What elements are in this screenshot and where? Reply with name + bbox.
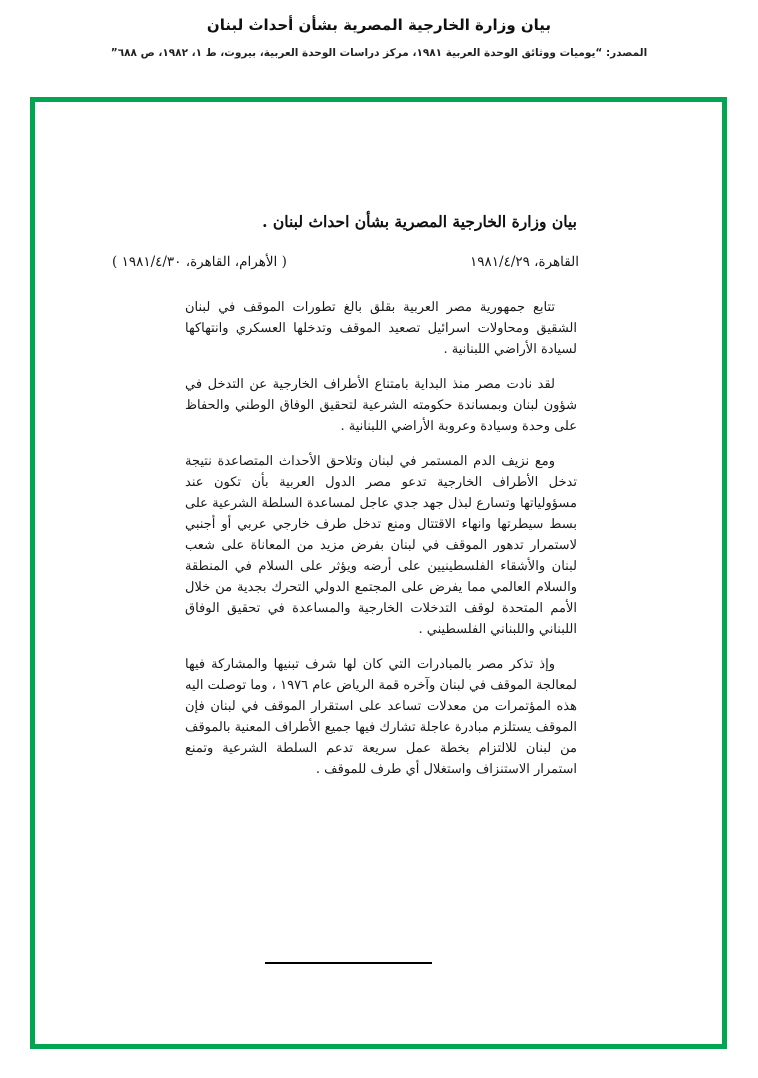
- paragraph-3: ومع نزيف الدم المستمر في لبنان وتلاحق الأحداث المتصاعدة نتيجة تدخل الأطراف الخارجية تدعو مصر الدول العربية بأن تكون عند مسؤولياتها وتسارع لبذل جهد جدي عاجل لمساعدة السلطة الشرعية على بسط سيطرتها وانهاء الاقتتال ومنع تدخل طرف خارجي عربي أو أجنبي لاستمرار تدهور الموقف في لبنان بفرض مزيد من المعاناة على شعب لبنان والأشقاء الفلسطينيين على أرضه ويؤثر على السلام في المنطقة والسلام العالمي مما يفرض على المجتمع الدولي التحرك بجدية من خلال الأمم المتحدة لوقف التدخلات الخارجية والمساعدة في تحقيق الوفاق اللبناني واللبناني الفلسطيني .: [185, 454, 577, 637]
- document-body: [185, 297, 577, 794]
- document-title: بيان وزارة الخارجية المصرية بشأن احداث لبنان .: [262, 212, 577, 231]
- dateline-row: [112, 254, 579, 270]
- end-separator-line: [265, 962, 432, 964]
- paragraph-2: لقد نادت مصر منذ البداية بامتناع الأطراف الخارجية عن التدخل في شؤون لبنان وبمساندة حكومته الشرعية لتحقيق الوفاق الوطني والحفاظ على وحدة وسيادة وعروبة الأراضي اللبنانية .: [185, 377, 577, 434]
- document-frame: [30, 97, 727, 1049]
- paragraph-1: تتابع جمهورية مصر العربية بقلق بالغ تطورات الموقف في لبنان الشقيق ومحاولات اسرائيل تصعيد الموقف وتدخلها العسكري وانتهاكها لسيادة الأراضي اللبنانية .: [185, 300, 577, 357]
- header-source-line: المصدر: “يوميات ووثائق الوحدة العربية ١٩٨١، مركز دراسات الوحدة العربية، بيروت، ط ١، ١٩٨٢، ص ٦٨٨”: [110, 47, 648, 59]
- page-header: [0, 0, 758, 59]
- dateline-place-date: القاهرة، ١٩٨١/٤/٢٩: [470, 254, 579, 270]
- dateline-source: ( الأهرام، القاهرة، ١٩٨١/٤/٣٠ ): [112, 254, 287, 270]
- paragraph-4: وإذ تذكر مصر بالمبادرات التي كان لها شرف تبنيها والمشاركة فيها لمعالجة الموقف في لبنان وآخره قمة الرياض عام ١٩٧٦ ، وما توصلت اليه هذه المؤتمرات من معدلات تساعد على استقرار الموقف في لبنان فإن الموقف يستلزم مبادرة عاجلة تشارك فيها جميع الأطراف المعنية بالموقف من لبنان للالتزام بخطة عمل سريعة تدعم السلطة الشرعية وتمنع استمرار الاستنزاف واستغلال أي طرف للموقف .: [185, 657, 577, 777]
- header-title: بيان وزارة الخارجية المصرية بشأن أحداث لبنان: [206, 16, 552, 34]
